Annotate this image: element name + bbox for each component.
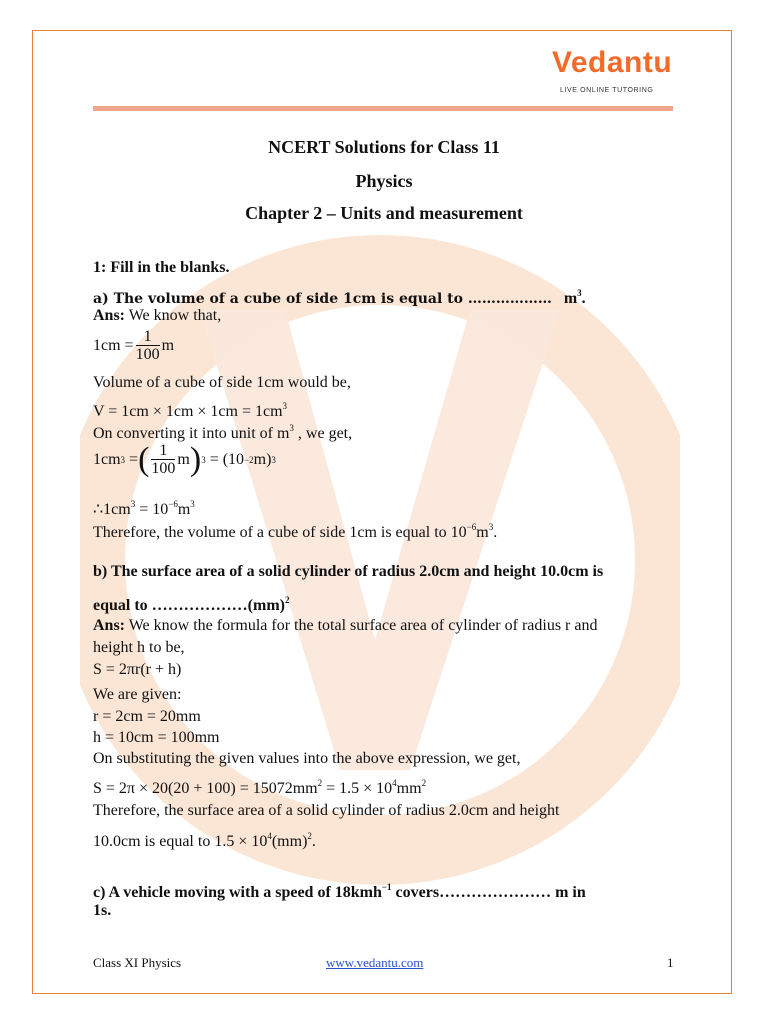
eq3-lhs: 1cm — [93, 450, 121, 468]
answer-b-line2: height h to be, — [93, 639, 185, 656]
ans-text: We know that, — [125, 307, 222, 324]
question-b-line1: b) The surface area of a solid cylinder of radius 2.0cm and height 10.0cm is — [93, 563, 604, 580]
eq3-num: 1 — [151, 442, 175, 460]
eq1-lhs: 1cm = — [93, 336, 134, 354]
substitute-line: On substituting the given values into the above expression, we get, — [93, 750, 521, 767]
calc-b: $S = 2\pi \times 20(20 + 100) = 15072mm^2 = 1.5 \times 10^4mm^2$ — [93, 778, 427, 797]
eq3-fraction — [151, 442, 175, 477]
conclusion-a: Therefore, the volume of a cube of side 1cm is equal to $10^{-6}m^3$. — [93, 522, 498, 541]
doc-subject: Physics — [355, 171, 413, 191]
doc-title: NCERT Solutions for Class 11 — [268, 137, 500, 157]
footer-left: Class XI Physics — [93, 955, 182, 970]
question-b-line2: equal to ………………(mm)$^2$ — [93, 595, 290, 614]
conclusion-b-exp: 4 — [267, 831, 272, 841]
equation-2: $V = 1cm \times 1cm \times 1cm = 1cm^3$ — [93, 401, 288, 420]
question-c-line2: 1s. — [93, 902, 112, 919]
formula-b: S = 2πr(r + h) — [93, 661, 182, 678]
eq3-den: 100 — [151, 460, 176, 477]
eq1-unit: m — [161, 336, 175, 354]
conclusion-a-exp: −6 — [466, 522, 477, 532]
ans-b-text: We know the formula for the total surface area of cylinder of radius r and — [125, 617, 598, 634]
eq3-rhs-unit: m) — [253, 450, 272, 468]
eq4-exp: −6 — [168, 499, 178, 509]
given-label: We are given: — [93, 686, 182, 703]
calc-b-unit: mm — [396, 780, 422, 797]
eq1-den: 100 — [135, 346, 160, 363]
question-c-exp: −1 — [381, 882, 392, 892]
answer-a-line2: Volume of a cube of side 1cm would be, — [93, 374, 351, 391]
doc-chapter: Chapter 2 – Units and measurement — [245, 203, 523, 223]
ans-label: Ans: — [93, 307, 126, 324]
logo-tagline: LIVE ONLINE TUTORING — [560, 87, 654, 94]
answer-b — [93, 616, 597, 636]
conclusion-b-pre: 10.0cm is equal to 1.5 × 10 — [93, 833, 268, 850]
r-value: r = 2cm = 20mm — [93, 708, 201, 725]
eq3-rhs: (10 — [222, 450, 245, 468]
conclusion-b-unit: (mm) — [271, 833, 308, 850]
eq4-unit: m — [177, 501, 191, 518]
calc-b-mid: = 1.5 × 10 — [322, 780, 393, 797]
answer-a-line3: On converting it into unit of $m^3$ , we get, — [93, 423, 353, 442]
line3-pre: On converting it into unit of m — [93, 425, 290, 442]
eq4-lhs: ∴1cm — [93, 501, 131, 518]
calc-b-exp: 4 — [392, 778, 397, 788]
eq2-text: V = 1cm × 1cm × 1cm = 1cm — [93, 403, 283, 420]
eq4-mid: = 10 — [135, 501, 169, 518]
eq3-rhs-exp: −2 — [244, 454, 254, 465]
equation-4: $\therefore 1cm^3 = 10^{-6}m^3$ — [93, 499, 195, 518]
eq1-num: 1 — [136, 328, 160, 346]
logo-wordmark: Vedantu — [552, 46, 673, 79]
question-a-text: a) The volume of a cube of side 1cm is equal to ……………… — [93, 291, 552, 307]
vedantu-logo — [552, 46, 677, 98]
answer-a — [93, 306, 221, 326]
header-rule — [93, 106, 673, 111]
question-b-text: equal to ………………(mm) — [93, 597, 285, 614]
ans-b-label: Ans: — [93, 617, 126, 634]
conclusion-a-pre: Therefore, the volume of a cube of side 1cm is equal to 10 — [93, 524, 467, 541]
question-c-post: covers………………… m in — [391, 884, 586, 901]
h-value: h = 10cm = 100mm — [93, 729, 220, 746]
footer-link[interactable]: www.vedantu.com — [326, 955, 424, 970]
question-a-unit: m — [563, 290, 578, 307]
question-c-line1 — [93, 877, 586, 903]
eq3-unit: m — [177, 450, 190, 468]
page-number: 1 — [667, 955, 674, 970]
question-c-pre: c) A vehicle moving with a speed of 18kmh — [93, 884, 382, 901]
conclusion-b-line2: 10.0cm is equal to $1.5 \times 10^4(mm)^2$. — [93, 831, 316, 850]
calc-b-pre: S = 2π × 20(20 + 100) = 15072mm — [93, 780, 318, 797]
conclusion-a-unit: m — [476, 524, 489, 541]
equation-1 — [93, 328, 174, 363]
equation-3: 1cm 3 = ( $\frac{1}{100}$ m ) 3 = (10 −2 m) 3 — [93, 440, 276, 478]
conclusion-b-line1: Therefore, the surface area of a solid cylinder of radius 2.0cm and height — [93, 802, 560, 819]
section-heading: 1: Fill in the blanks. — [93, 259, 230, 276]
line3-post: , we get, — [293, 425, 353, 442]
eq1-fraction — [136, 328, 160, 363]
question-a: a) The volume of a cube of side 1cm is equal to ……………… $m^3$. — [93, 288, 586, 307]
